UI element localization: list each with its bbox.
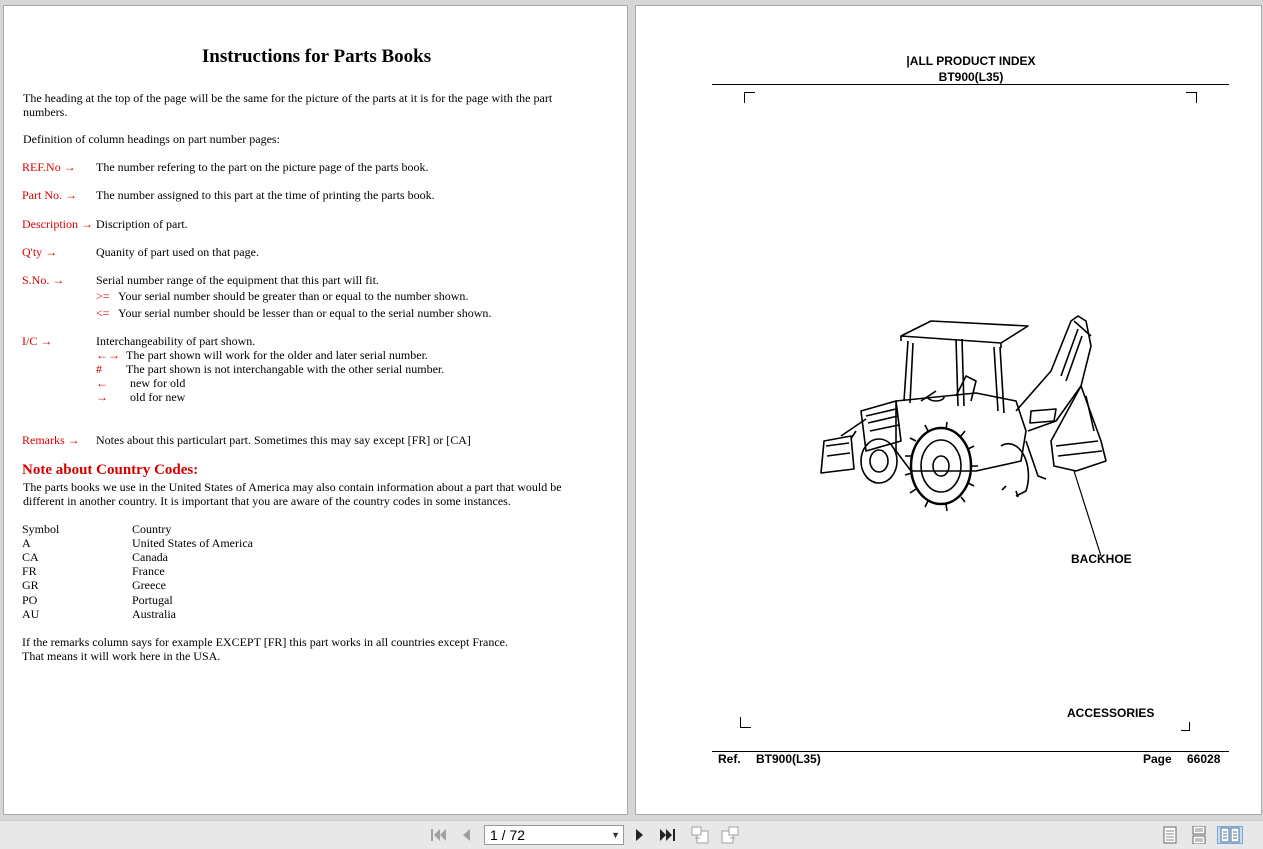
serial-text: Your serial number should be greater than or equal to the number shown. [118,289,469,303]
page-label: Page [1143,752,1172,766]
term-sno-desc: Serial number range of the equipment that this part will fit. [96,273,379,287]
backhoe-label: BACKHOE [1071,552,1132,566]
country-symbol: GR [22,578,39,592]
viewer-toolbar [0,820,1263,849]
next-page-icon[interactable] [630,826,650,844]
ic-text: The part shown will work for the older and later serial number. [126,348,428,362]
term-sno: S.No. → [22,273,65,287]
term-remarks: Remarks → [22,433,80,447]
country-name: Australia [132,607,176,621]
country-name: United States of America [132,536,253,550]
ic-symbol: # [96,362,102,376]
country-codes-text: The parts books we use in the United States of America may also contain information about a part that would be different in another country. It is important that you are aware of the country codes in some instances. [23,480,562,508]
ic-item [96,376,185,390]
ic-item [96,348,428,362]
model-heading: BT900(L35) [938,70,1004,84]
country-row [22,550,168,564]
term-ic: I/C → [22,334,53,348]
ic-text: old for new [130,390,186,404]
crop-mark-bottom-left [740,717,751,728]
country-name: Canada [132,550,168,564]
country-header: Country [132,522,172,536]
serial-symbol: <= [96,306,110,320]
right-page [635,5,1262,815]
remarks-example-line1: If the remarks column says for example EXCEPT [FR] this part works in all countries except France. [22,635,508,649]
definition-heading: Definition of column headings on part number pages: [23,132,280,146]
country-name: France [132,564,165,578]
accessories-label: ACCESSORIES [1067,706,1155,720]
country-codes-heading: Note about Country Codes: [22,462,199,478]
two-page-icon[interactable] [1217,826,1243,844]
remarks-example-line2: That means it will work here in the USA. [22,649,221,663]
left-page [3,5,628,815]
country-table-header [22,522,171,536]
serial-item [96,289,468,303]
serial-symbol: >= [96,289,110,303]
last-page-icon[interactable] [658,826,678,844]
country-symbol: A [22,536,31,550]
crop-mark-top-left [744,92,755,103]
single-page-icon[interactable] [1160,826,1180,844]
country-name: Portugal [132,593,173,607]
ic-symbol: ← [96,376,108,390]
term-description-desc: Discription of part. [96,217,188,231]
chevron-down-icon: ▼ [611,830,620,840]
serial-text: Your serial number should be lesser than or equal to the serial number shown. [118,306,492,320]
backhoe-illustration [816,301,1126,571]
intro-text: The heading at the top of the page will be the same for the picture of the parts at it is for the page with the part numbers. [23,91,553,119]
prev-page-icon[interactable] [456,826,476,844]
country-row [22,536,253,550]
ref-label: Ref. [718,752,741,766]
term-ref-no: REF.No → [22,160,76,174]
country-row [22,607,176,621]
forward-view-icon[interactable] [720,826,740,844]
ic-item [96,362,444,376]
ic-item [96,390,185,404]
country-symbol: FR [22,564,37,578]
index-heading: |ALL PRODUCT INDEX [906,54,1036,68]
ic-symbol: ←→ [96,348,120,362]
page-indicator-text: 1 / 72 [490,827,526,843]
term-remarks-desc: Notes about this particulart part. Sometimes this may say except [FR] or [CA] [96,433,471,447]
country-row [22,578,166,592]
term-ref-no-desc: The number refering to the part on the picture page of the parts book. [96,160,429,174]
country-row [22,593,173,607]
page-number-select[interactable] [484,825,624,845]
continuous-icon[interactable] [1189,826,1209,844]
ref-value: BT900(L35) [756,752,821,766]
serial-item [96,306,491,320]
term-description: Description → [22,217,93,231]
page-title: Instructions for Parts Books [201,46,432,67]
symbol-header: Symbol [22,522,60,536]
ic-text: The part shown is not interchangable with the other serial number. [126,362,445,376]
country-symbol: CA [22,550,39,564]
country-row [22,564,165,578]
ic-text: new for old [130,376,186,390]
crop-mark-bottom-right [1181,722,1190,731]
page-number: 66028 [1187,752,1221,766]
term-part-no-desc: The number assigned to this part at the time of printing the parts book. [96,188,435,202]
ic-symbol: → [96,390,108,404]
header-rule [712,84,1229,85]
crop-mark-top-right [1186,92,1197,103]
first-page-icon[interactable] [428,826,448,844]
term-part-no: Part No. → [22,188,77,202]
term-qty: Q'ty → [22,245,58,259]
country-symbol: PO [22,593,38,607]
back-view-icon[interactable] [690,826,710,844]
term-ic-desc: Interchangeability of part shown. [96,334,256,348]
country-symbol: AU [22,607,40,621]
country-name: Greece [132,578,166,592]
term-qty-desc: Quanity of part used on that page. [96,245,259,259]
